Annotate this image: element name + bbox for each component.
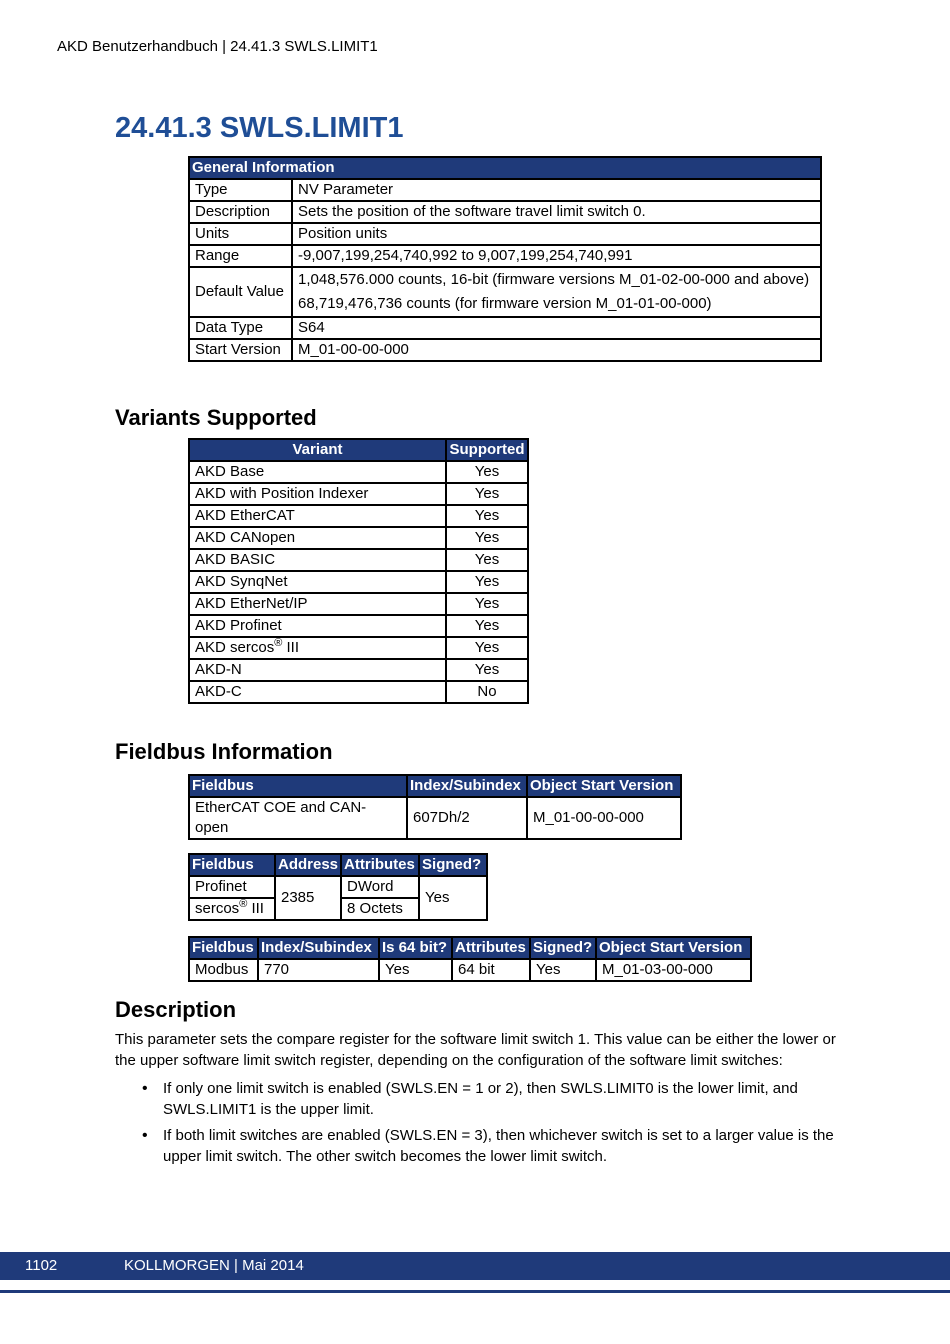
modbus-column-header: Attributes (452, 937, 530, 959)
table-row (189, 223, 821, 245)
list-item: • If only one limit switch is enabled (SWLS.EN = 1 or 2), then SWLS.LIMIT0 is the lower limit, and SWLS.LIMIT1 is the upper limit. (115, 1078, 845, 1120)
table-row (189, 637, 528, 659)
index-cell: 607Dh/2 (407, 797, 527, 839)
modbus-column-header: Is 64 bit? (379, 937, 452, 959)
row-value: M_01-00-00-000 (292, 339, 821, 361)
table-row (189, 339, 821, 361)
modbus-cell: Modbus (189, 959, 258, 981)
variants-table (188, 438, 529, 704)
row-label: Range (189, 245, 292, 267)
modbus-cell: Yes (530, 959, 596, 981)
row-label: Units (189, 223, 292, 245)
supported-cell: Yes (446, 615, 528, 637)
default-value-line-2: 68,719,476,736 counts (for firmware version M_01-01-00-000) (298, 295, 712, 312)
attributes-header: Attributes (341, 854, 419, 876)
variant-name: AKD Profinet (195, 617, 282, 634)
supported-cell: Yes (446, 593, 528, 615)
fieldbus-header: Fieldbus (189, 775, 407, 797)
table-row (189, 317, 821, 339)
variant-name: AKD Base (195, 463, 265, 480)
row-label: Data Type (189, 317, 292, 339)
general-info-heading: General Information (189, 157, 821, 179)
row-label: Type (189, 179, 292, 201)
modbus-column-header: Signed? (530, 937, 596, 959)
description-heading: Description (115, 997, 237, 1022)
table-row (189, 461, 528, 483)
attributes-cell: 8 Octets (341, 898, 419, 920)
table-row (189, 527, 528, 549)
variant-cell (189, 593, 446, 615)
row-value: S64 (292, 317, 821, 339)
supported-cell: Yes (446, 637, 528, 659)
row-value: NV Parameter (292, 179, 821, 201)
start-version-header: Object Start Version (527, 775, 681, 797)
general-info-table (188, 156, 822, 362)
variants-heading: Variants Supported (115, 405, 317, 430)
description-paragraph: This parameter sets the compare register for the software limit switch 1. This value can be either the lower or the upper software limit switch register, depending on the configuration of the software limit switches: (115, 1031, 836, 1069)
row-value: -9,007,199,254,740,992 to 9,007,199,254,740,991 (292, 245, 821, 267)
table-row (189, 876, 487, 898)
variant-name: AKD SynqNet (195, 573, 288, 590)
variant-cell (189, 549, 446, 571)
row-label: Default Value (189, 267, 292, 317)
row-value: Sets the position of the software travel limit switch 0. (292, 201, 821, 223)
table-row (189, 681, 528, 703)
footer-divider (0, 1290, 950, 1293)
variant-cell (189, 659, 446, 681)
supported-column-header: Supported (446, 439, 528, 461)
description-bullet-list (115, 1078, 845, 1172)
list-item: • If both limit switches are enabled (SWLS.EN = 3), then whichever switch is set to a larger value is the upper limit switch. The other switch becomes the lower limit switch. (115, 1125, 845, 1167)
table-row (189, 245, 821, 267)
registered-mark: ® (239, 898, 248, 910)
row-value: Position units (292, 223, 821, 245)
fieldbus-table-ethercat (188, 774, 682, 840)
modbus-column-header: Object Start Version (596, 937, 751, 959)
variant-name: AKD EtherCAT (195, 507, 295, 524)
variant-name: AKD sercos (195, 639, 275, 656)
supported-cell: Yes (446, 571, 528, 593)
table-row (189, 571, 528, 593)
supported-cell: Yes (446, 483, 528, 505)
fieldbus-cell: Profinet (189, 876, 275, 898)
variant-cell (189, 681, 446, 703)
fieldbus-header: Fieldbus (189, 854, 275, 876)
variant-cell (189, 527, 446, 549)
variant-name: AKD BASIC (195, 551, 276, 568)
fieldbus-cell: EtherCAT COE and CAN-open (189, 797, 407, 839)
table-row (189, 483, 528, 505)
supported-cell: Yes (446, 505, 528, 527)
modbus-cell: Yes (379, 959, 452, 981)
variant-name: AKD EtherNet/IP (195, 595, 308, 612)
variant-column-header: Variant (189, 439, 446, 461)
variant-cell (189, 505, 446, 527)
registered-mark: ® (274, 637, 283, 649)
variant-name: AKD-N (195, 661, 242, 678)
address-header: Address (275, 854, 341, 876)
footer-brand: KOLLMORGEN | Mai 2014 (124, 1257, 304, 1274)
fieldbus-table-modbus (188, 936, 752, 982)
variant-cell (189, 461, 446, 483)
variant-cell (189, 571, 446, 593)
table-row (189, 549, 528, 571)
running-header: AKD Benutzerhandbuch | 24.41.3 SWLS.LIMIT1 (57, 38, 378, 55)
sercos-suffix: III (247, 900, 264, 917)
address-cell: 2385 (275, 876, 341, 920)
table-row (189, 797, 681, 839)
variant-name: AKD-C (195, 683, 242, 700)
variant-name: AKD CANopen (195, 529, 296, 546)
row-label: Description (189, 201, 292, 223)
variant-cell (189, 483, 446, 505)
modbus-cell: 64 bit (452, 959, 530, 981)
supported-cell: Yes (446, 549, 528, 571)
table-row (189, 505, 528, 527)
index-header: Index/Subindex (407, 775, 527, 797)
table-row (189, 201, 821, 223)
table-row (189, 267, 821, 317)
variant-cell (189, 637, 446, 659)
variant-name: AKD with Position Indexer (195, 485, 369, 502)
table-row (189, 615, 528, 637)
signed-cell: Yes (419, 876, 487, 920)
row-value (292, 267, 821, 317)
supported-cell: No (446, 681, 528, 703)
modbus-column-header: Fieldbus (189, 937, 258, 959)
modbus-cell: 770 (258, 959, 379, 981)
start-version-cell: M_01-00-00-000 (527, 797, 681, 839)
row-label: Start Version (189, 339, 292, 361)
table-row (189, 959, 751, 981)
supported-cell: Yes (446, 659, 528, 681)
fieldbus-cell (189, 898, 275, 920)
fieldbus-heading: Fieldbus Information (115, 739, 333, 764)
modbus-column-header: Index/Subindex (258, 937, 379, 959)
sercos-label: sercos (195, 900, 240, 917)
supported-cell: Yes (446, 527, 528, 549)
page-number: 1102 (25, 1257, 58, 1274)
supported-cell: Yes (446, 461, 528, 483)
signed-header: Signed? (419, 854, 487, 876)
page-title: 24.41.3 SWLS.LIMIT1 (115, 112, 404, 144)
fieldbus-table-profinet-sercos (188, 853, 488, 921)
default-value-line-1: 1,048,576.000 counts, 16-bit (firmware versions M_01-02-00-000 and above) (298, 271, 810, 288)
variant-cell (189, 615, 446, 637)
footer-bar (0, 1252, 950, 1280)
variant-suffix: III (282, 639, 299, 656)
table-row (189, 593, 528, 615)
attributes-cell: DWord (341, 876, 419, 898)
table-row (189, 179, 821, 201)
modbus-cell: M_01-03-00-000 (596, 959, 751, 981)
table-row (189, 659, 528, 681)
